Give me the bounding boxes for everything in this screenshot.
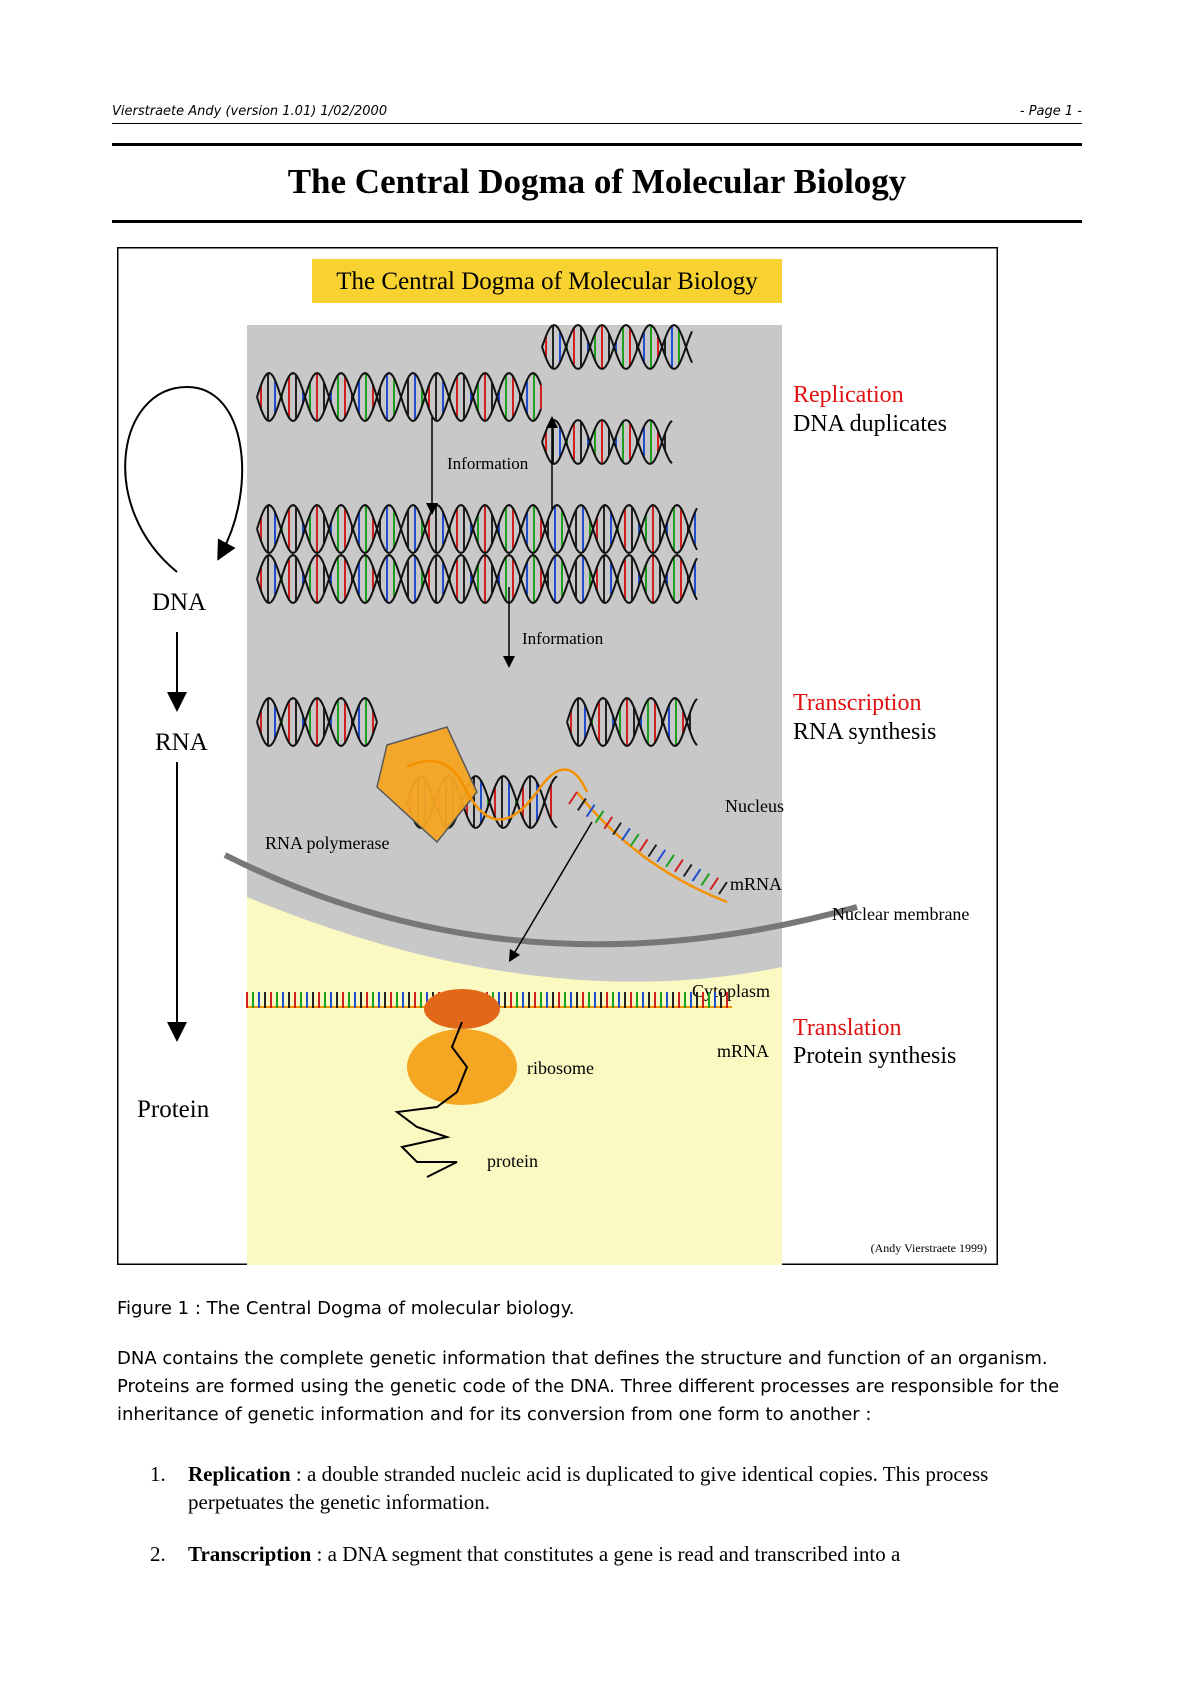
label-protein: Protein xyxy=(137,1096,210,1123)
label-protein-synthesis: Protein synthesis xyxy=(793,1043,957,1069)
label-information-2: Information xyxy=(522,629,604,648)
list-term: Transcription xyxy=(188,1542,312,1566)
running-header xyxy=(112,103,1082,124)
label-nucleus: Nucleus xyxy=(725,796,784,816)
list-number: 1. xyxy=(150,1462,166,1486)
list-description: : a double stranded nucleic acid is duplicated to give identical copies. This process perpetuates the genetic information. xyxy=(188,1462,989,1514)
label-replication: Replication xyxy=(793,382,904,408)
label-dna-duplicates: DNA duplicates xyxy=(793,411,947,437)
title-rule-top xyxy=(112,143,1082,146)
label-information-1: Information xyxy=(447,454,529,473)
label-transcription: Transcription xyxy=(793,690,922,716)
list-text xyxy=(188,1540,1078,1568)
central-dogma-figure xyxy=(117,247,998,1265)
header-author-version: Vierstraete Andy (version 1.01) 1/02/2000 xyxy=(112,104,388,119)
ribosome-large-subunit xyxy=(407,1029,517,1105)
label-mrna-cytoplasm: mRNA xyxy=(717,1041,770,1061)
label-protein-chain: protein xyxy=(487,1151,538,1171)
list-number: 2. xyxy=(150,1542,166,1566)
label-mrna-nucleus: mRNA xyxy=(730,874,783,894)
title-rule-bottom xyxy=(112,220,1082,223)
page-title: The Central Dogma of Molecular Biology xyxy=(287,162,907,201)
label-rna-polymerase: RNA polymerase xyxy=(265,833,390,853)
list-term: Replication xyxy=(188,1462,291,1486)
label-dna: DNA xyxy=(152,589,207,616)
list-text xyxy=(188,1460,1078,1516)
figure-caption: Figure 1 : The Central Dogma of molecular biology. xyxy=(117,1298,575,1319)
label-rna-synthesis: RNA synthesis xyxy=(793,719,937,745)
label-ribosome: ribosome xyxy=(527,1058,594,1078)
figure-banner: The Central Dogma of Molecular Biology xyxy=(336,268,758,295)
label-cytoplasm: Cytoplasm xyxy=(692,981,771,1001)
label-translation: Translation xyxy=(793,1015,902,1041)
label-nuclear-membrane: Nuclear membrane xyxy=(832,904,970,924)
header-page-number: - Page 1 - xyxy=(1019,104,1082,119)
label-rna: RNA xyxy=(155,729,208,756)
intro-paragraph: DNA contains the complete genetic information that defines the structure and function of an organism. Proteins are formed using the genetic code of the DNA. Three different processes are responsible for the inheritance of genetic information and for its conversion from one form to another : xyxy=(117,1348,1060,1425)
list-description: : a DNA segment that constitutes a gene is read and transcribed into a xyxy=(311,1542,901,1566)
figure-credit: (Andy Vierstraete 1999) xyxy=(870,1241,987,1255)
